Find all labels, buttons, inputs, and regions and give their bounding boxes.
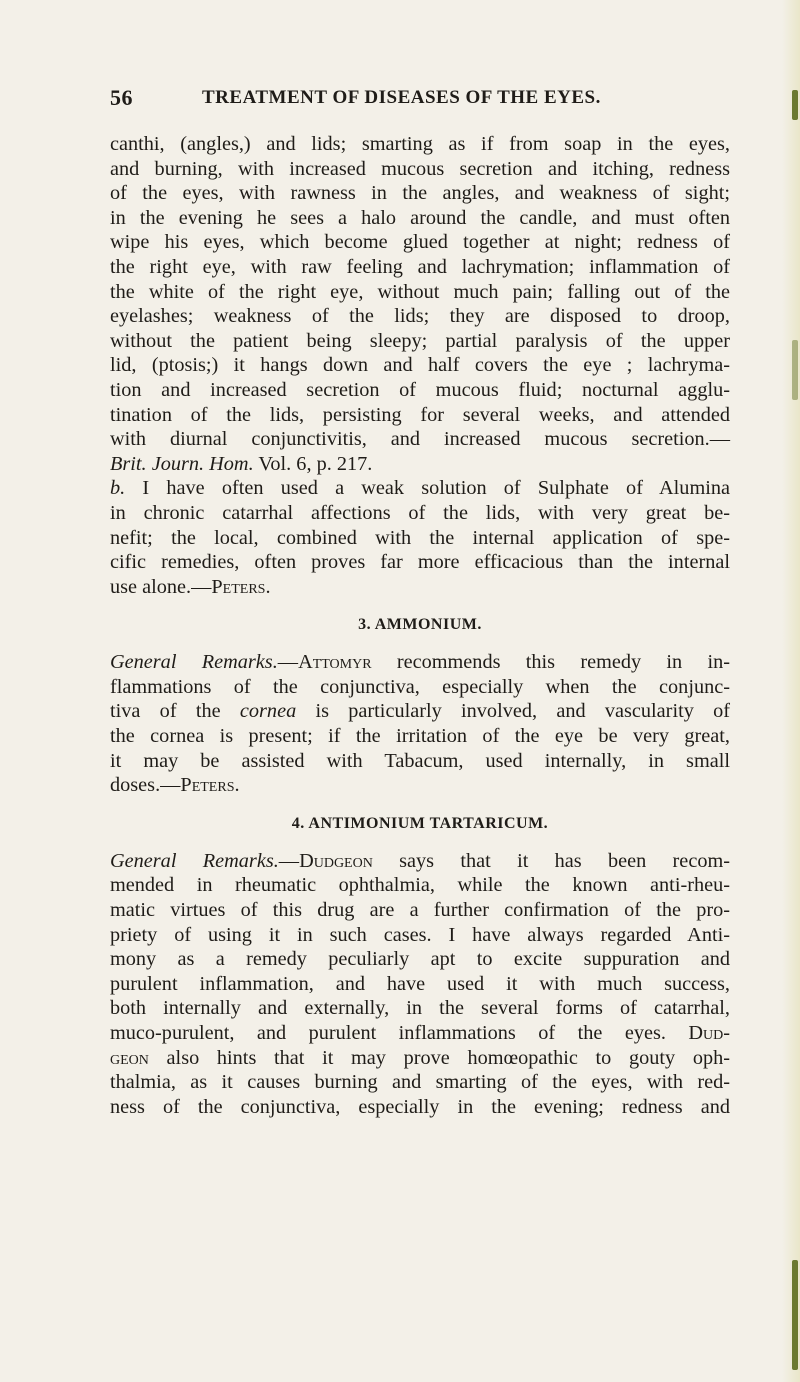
text-line: with diurnal conjunctivitis, and increased mucous secretion.— (110, 428, 730, 451)
text-line: eyelashes; weakness of the lids; they are disposed to droop, (110, 305, 730, 328)
text-line: purulent inflammation, and have used it with much success, (110, 972, 730, 995)
text-line: the right eye, with raw feeling and lachrymation; inflammation of (110, 255, 730, 278)
page-number: 56 (110, 85, 133, 110)
text-line: tination of the lids, persisting for several weeks, and attended (110, 403, 730, 426)
page-edge (782, 0, 800, 1382)
text-line: of the eyes, with rawness in the angles, and weakness of sight; (110, 182, 730, 205)
text-line: General Remarks.—Dudgeon says that it has been recom- (110, 849, 730, 872)
page-header (110, 85, 730, 115)
text-line: Brit. Journ. Hom. Vol. 6, p. 217. (110, 452, 373, 475)
edge-stain (792, 90, 798, 120)
text-line: it may be assisted with Tabacum, used internally, in small (110, 749, 730, 772)
text-line: lid, (ptosis;) it hangs down and half covers the eye ; lachryma- (110, 354, 730, 377)
text-line: mended in rheumatic ophthalmia, while the known anti-rheu- (110, 874, 730, 897)
text-line: muco-purulent, and purulent inflammations of the eyes. Dud- (110, 1022, 730, 1044)
text-line: priety of using it in such cases. I have always regarded Anti- (110, 923, 730, 946)
text-line: doses.—Peters. (110, 774, 240, 797)
text-line: thalmia, as it causes burning and smarting of the eyes, with red- (110, 1071, 730, 1094)
text-line: mony as a remedy peculiarly apt to excite suppuration and (110, 948, 730, 971)
text-line: nefit; the local, combined with the internal application of spe- (110, 526, 730, 549)
text-line: without the patient being sleepy; partial paralysis of the upper (110, 329, 730, 352)
text-line: tiva of the cornea is particularly involved, and vascularity of (110, 700, 731, 723)
text-line: matic virtues of this drug are a further confirmation of the pro- (110, 899, 730, 922)
text-line: flammations of the conjunctiva, especially when the conjunc- (110, 675, 730, 698)
body-text (110, 132, 730, 1119)
edge-stain (792, 1260, 798, 1370)
text-line: cific remedies, often proves far more efficacious than the internal (110, 551, 730, 574)
running-title: TREATMENT OF DISEASES OF THE EYES. (202, 87, 601, 108)
text-line: in the evening he sees a halo around the candle, and must often (110, 206, 730, 229)
section-heading: 4. ANTIMONIUM TARTARICUM. (291, 814, 549, 832)
text-line: in chronic catarrhal affections of the lids, with very great be- (110, 501, 730, 524)
text-line: canthi, (angles,) and lids; smarting as if from soap in the eyes, (110, 133, 730, 155)
text-line: ness of the conjunctiva, especially in the evening; redness and (110, 1095, 730, 1118)
text-line: use alone.—Peters. (110, 575, 271, 598)
text-line: tion and increased secretion of mucous fluid; nocturnal agglu- (110, 378, 730, 401)
text-line: geon also hints that it may prove homœopathic to gouty oph- (110, 1046, 730, 1069)
text-line: the white of the right eye, without much pain; falling out of the (110, 280, 730, 303)
text-line: wipe his eyes, which become glued together at night; redness of (110, 231, 730, 254)
text-line: the cornea is present; if the irritation of the eye be very great, (110, 725, 730, 748)
text-line: and burning, with increased mucous secretion and itching, redness (110, 157, 730, 180)
edge-stain (792, 340, 798, 400)
text-line: both internally and externally, in the several forms of catarrhal, (110, 997, 730, 1020)
section-heading: 3. AMMONIUM. (358, 616, 482, 634)
text-line: b. I have often used a weak solution of Sulphate of Alumina (110, 477, 730, 500)
text-line: General Remarks.—Attomyr recommends this remedy in in- (110, 651, 730, 674)
